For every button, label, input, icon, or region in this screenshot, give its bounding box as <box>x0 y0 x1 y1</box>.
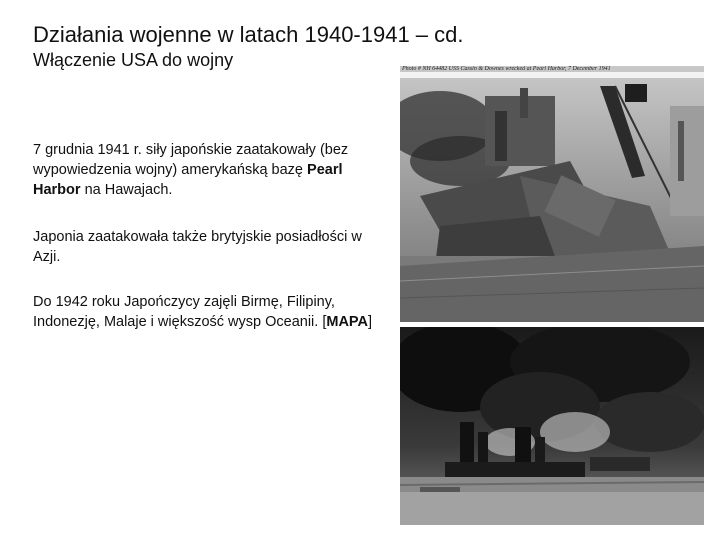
paragraph-japanese-conquests <box>33 292 373 332</box>
map-link[interactable]: MAPA <box>326 314 368 330</box>
paragraph-british-asia: Japonia zaatakowała także brytyjskie posiadłości w Azji. <box>33 229 362 265</box>
pearl-harbor-wreck-photo <box>400 66 704 322</box>
paragraph-text: ] <box>367 314 373 330</box>
burning-battleships-photo <box>400 327 704 525</box>
paragraph-text: 7 grudnia 1941 r. siły japońskie zaatakowały (bez wypowiedzenia wojny) amerykańską bazę <box>33 142 349 178</box>
burning-ships-image <box>400 327 704 525</box>
pearl-harbor-emphasis: Pearl Harbor <box>33 162 343 198</box>
photo-caption: Photo # NH 64482 USS Cassin & Downes wrecked at Pearl Harbor, 7 December 1941 <box>402 66 611 72</box>
paragraph-text: na Hawajach. <box>80 182 173 198</box>
wreck-photo-image <box>400 66 704 322</box>
slide-title: Działania wojenne w latach 1940-1941 – cd. <box>33 22 464 47</box>
paragraph-text: Do 1942 roku Japończycy zajęli Birmę, Filipiny, Indonezję, Malaje i większość wysp Oceanii. [ <box>33 294 335 330</box>
slide-subtitle: Włączenie USA do wojny <box>33 50 234 70</box>
paragraph-pearl-harbor <box>33 140 373 200</box>
